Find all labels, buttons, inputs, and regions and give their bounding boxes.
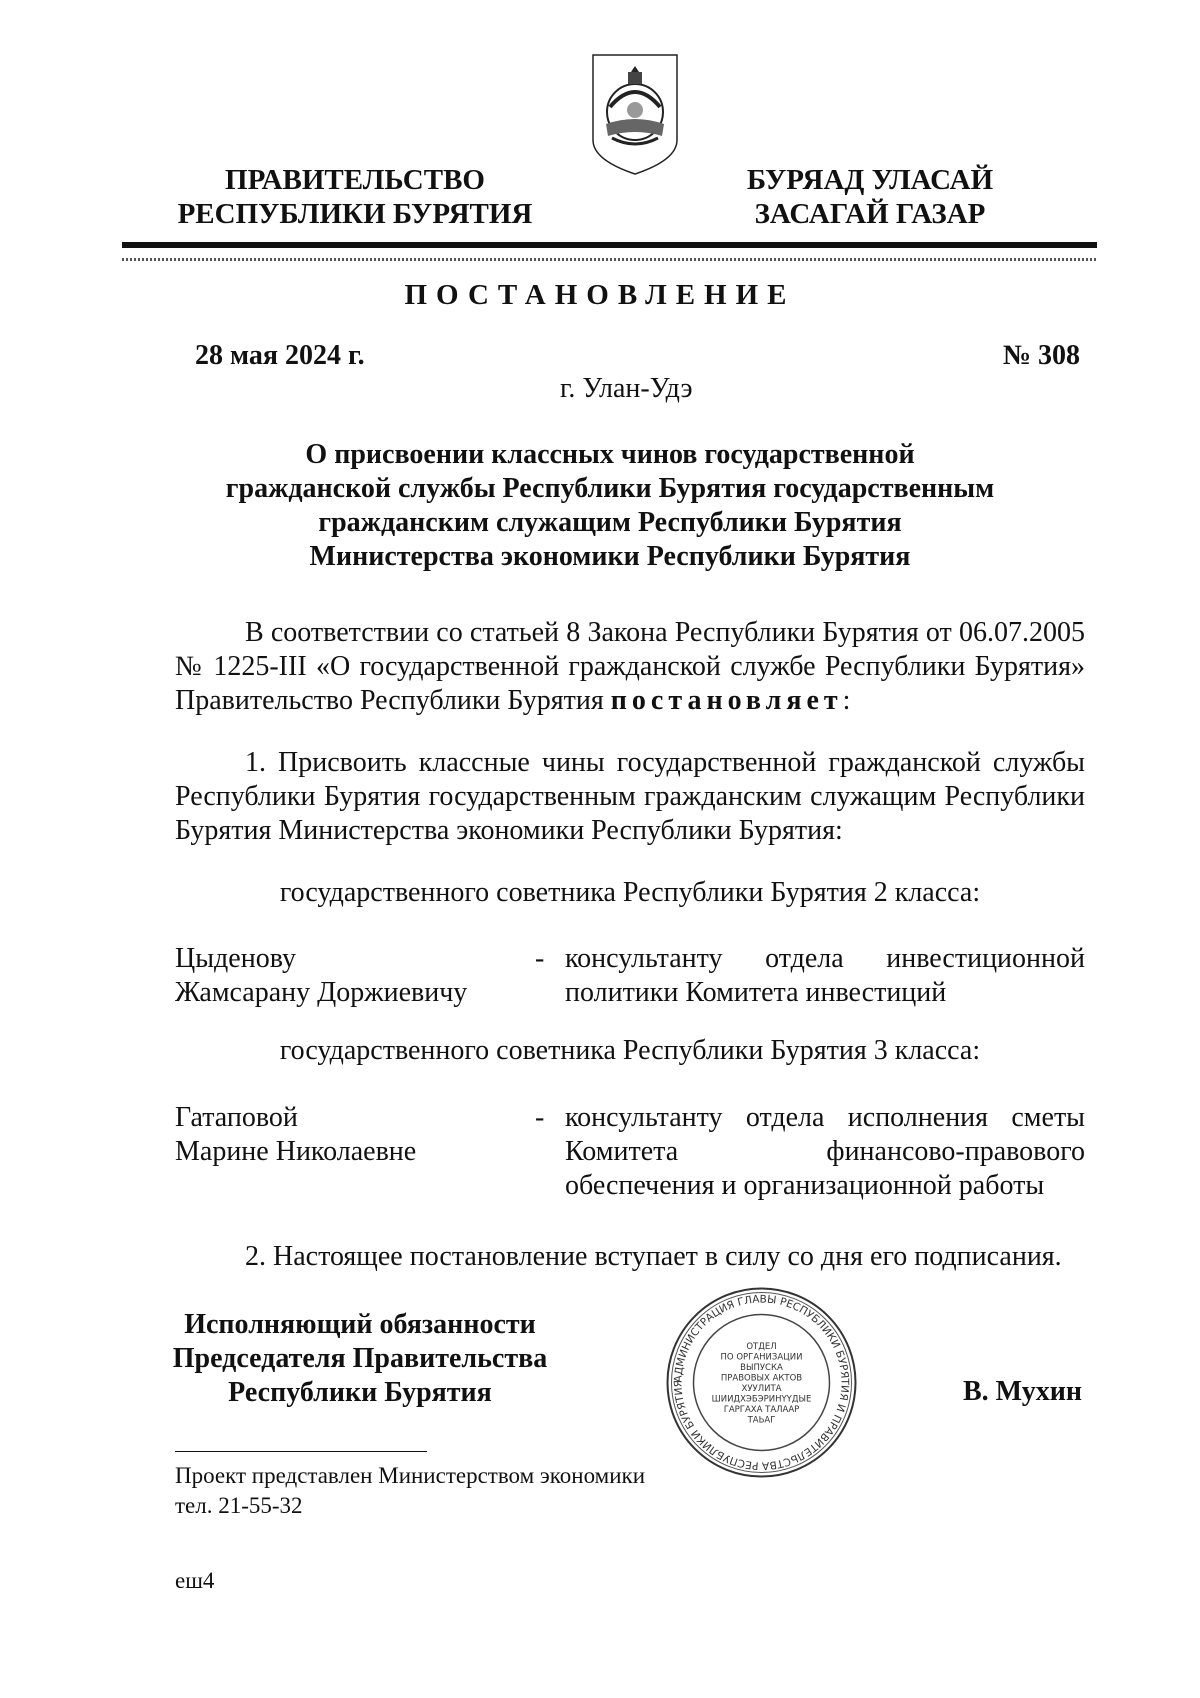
preamble-ending: : bbox=[842, 685, 851, 716]
header-right-line2: ЗАСАГАЙ ГАЗАР bbox=[754, 198, 986, 230]
stamp-inner-line: ГАРГАХА ТАЛААР bbox=[723, 1404, 800, 1415]
header-left-line1: ПРАВИТЕЛЬСТВО bbox=[225, 164, 485, 196]
signatory-title bbox=[160, 1308, 560, 1410]
stamp-inner-line: ОТДЕЛ bbox=[746, 1341, 777, 1352]
preamble-keyword: постановляет bbox=[610, 685, 843, 716]
document-type: ПОСТАНОВЛЕНИЕ bbox=[404, 279, 796, 311]
item-2-paragraph: 2. Настоящее постановление вступает в силу со дня его подписания. bbox=[245, 1241, 1062, 1272]
stamp-inner-line: ШИИДХЭБЭРИНҮҮДЫЕ bbox=[711, 1394, 812, 1405]
signatory-title-line3: Республики Бурятия bbox=[228, 1377, 492, 1408]
person-1-surname: Цыденову bbox=[175, 943, 296, 974]
subject-line: гражданской службы Республики Бурятия государственным bbox=[225, 473, 995, 504]
footnote-divider bbox=[175, 1451, 427, 1452]
footnote-phone: тел. 21-55-32 bbox=[175, 1493, 303, 1518]
footnote-line1: Проект представлен Министерством экономики bbox=[175, 1463, 646, 1488]
document-code: еш4 bbox=[175, 1568, 215, 1593]
document-city: г. Улан-Удэ bbox=[560, 373, 693, 404]
stamp-inner-line: ХУУЛИТА bbox=[741, 1383, 782, 1394]
footnote bbox=[175, 1461, 675, 1521]
person-2-surname: Гатаповой bbox=[175, 1102, 298, 1133]
item-1-paragraph: 1. Присвоить классные чины государственной гражданской службы Республики Бурятия государственным гражданским служащим Республики Бурятия Министерства экономики Республики Бурятия: bbox=[175, 747, 1085, 846]
person-1-position: консультанту отдела инвестиционной политики Комитета инвестиций bbox=[565, 943, 1085, 1008]
signatory-title-line1: Исполняющий обязанности bbox=[184, 1309, 536, 1340]
header-left-line2: РЕСПУБЛИКИ БУРЯТИЯ bbox=[177, 198, 533, 230]
subject-line: гражданским служащим Республики Бурятия bbox=[318, 507, 902, 538]
header-right-line1: БУРЯАД УЛАСАЙ bbox=[746, 164, 994, 196]
signatory-title-line2: Председателя Правительства bbox=[172, 1343, 548, 1374]
subject-line: Министерства экономики Республики Бурятия bbox=[309, 541, 911, 572]
preamble-paragraph bbox=[175, 616, 1085, 718]
stamp-inner-line: ТАЬАГ bbox=[747, 1415, 776, 1426]
rank-heading-2: государственного советника Республики Бурятия 3 класса: bbox=[279, 1035, 981, 1066]
signatory-name: В. Мухин bbox=[963, 1376, 1082, 1407]
preamble-text: В соответствии со статьей 8 Закона Республики Бурятия от 06.07.2005 № 1225-III «О государственной гражданской службе Республики Бурятия» Правительство Республики Бурятия bbox=[175, 617, 1085, 716]
person-2-position: консультанту отдела исполнения сметы Комитета финансово-правового обеспечения и организационной работы bbox=[565, 1102, 1085, 1201]
person-2-names: Марине Николаевне bbox=[175, 1136, 417, 1167]
stamp-inner-line: ВЫПУСКА bbox=[740, 1362, 783, 1373]
rank-heading-1: государственного советника Республики Бурятия 2 класса: bbox=[279, 877, 981, 908]
subject-line: О присвоении классных чинов государственной bbox=[305, 439, 915, 470]
document-date: 28 мая 2024 г. bbox=[195, 340, 365, 371]
person-2-name bbox=[175, 1101, 515, 1169]
stamp-inner-line: ПРАВОВЫХ АКТОВ bbox=[720, 1373, 803, 1384]
header-divider-thick bbox=[122, 242, 1097, 248]
header-divider-thin bbox=[122, 258, 1097, 261]
person-1-name bbox=[175, 942, 515, 1010]
document-number: № 308 bbox=[1002, 340, 1080, 371]
official-stamp bbox=[664, 1285, 859, 1480]
document-subject bbox=[200, 438, 1020, 574]
header-right bbox=[695, 163, 1045, 231]
person-2-dash: - bbox=[535, 1102, 545, 1133]
header-left bbox=[170, 163, 540, 231]
person-1-dash: - bbox=[535, 943, 545, 974]
coat-of-arms-icon bbox=[590, 52, 680, 177]
stamp-inner-line: ПО ОРГАНИЗАЦИИ bbox=[720, 1352, 803, 1363]
svg-text:АДМИНИСТРАЦИЯ ГЛАВЫ РЕСПУБЛИКИ: АДМИНИСТРАЦИЯ ГЛАВЫ РЕСПУБЛИКИ БУРЯТИЯ И ПРАВИТЕЛЬСТВА РЕСПУБЛИКИ БУРЯТИЯ bbox=[672, 1293, 851, 1472]
person-1-names: Жамсарану Доржиевичу bbox=[175, 977, 468, 1008]
